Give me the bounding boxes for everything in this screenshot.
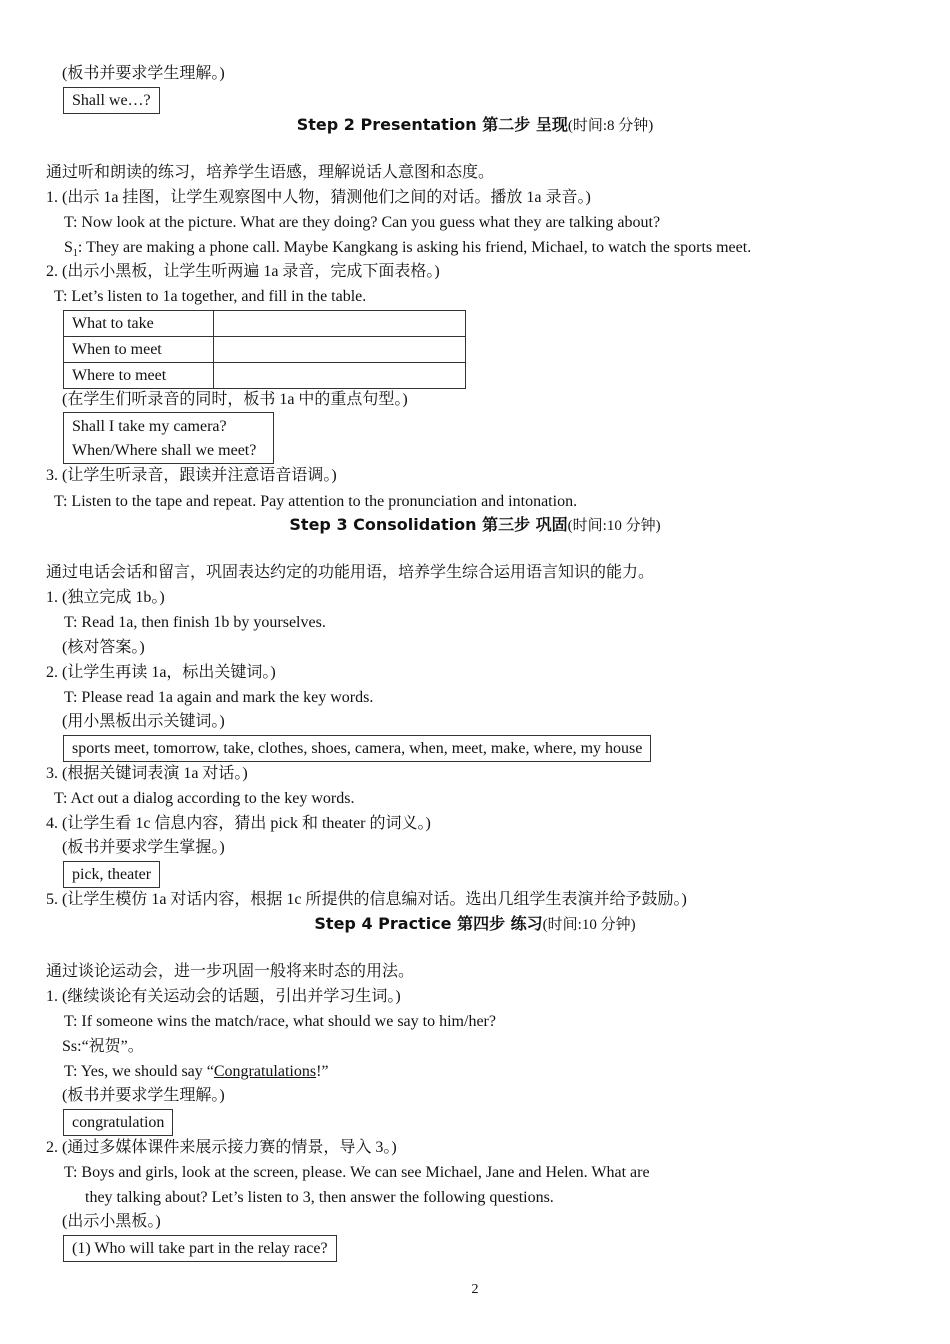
text-line: 5. (让学生模仿 1a 对话内容，根据 1c 所提供的信息编对话。选出几组学生表演并给予鼓励。)	[46, 891, 687, 908]
text-line: 1. (独立完成 1b。)	[46, 589, 165, 606]
text-line: 2. (让学生再读 1a，标出关键词。)	[46, 664, 276, 681]
text-line: T: Read 1a, then finish 1b by yourselves.	[64, 614, 326, 631]
step-heading	[0, 515, 950, 536]
text-line	[64, 238, 751, 264]
text-line: (板书并要求学生掌握。)	[62, 839, 225, 856]
board-box: (1) Who will take part in the relay race?	[63, 1235, 337, 1262]
text-line: T: Act out a dialog according to the key words.	[54, 790, 355, 807]
board-box	[63, 412, 274, 464]
text-line: T: Boys and girls, look at the screen, please. We can see Michael, Jane and Helen. What are	[64, 1164, 650, 1181]
table-cell: When to meet	[64, 337, 214, 363]
board-line: When/Where shall we meet?	[72, 442, 257, 459]
board-line: Shall I take my camera?	[72, 418, 227, 435]
text-line: 1. (出示 1a 挂图，让学生观察图中人物，猜测他们之间的对话。播放 1a 录音。)	[46, 189, 591, 206]
text-line: 4. (让学生看 1c 信息内容，猜出 pick 和 theater 的词义。)	[46, 815, 431, 832]
text-line: T: Please read 1a again and mark the key words.	[64, 689, 374, 706]
step-title: Step 2 Presentation 第二步 呈现	[296, 115, 568, 134]
text-line: 3. (让学生听录音，跟读并注意语音语调。)	[46, 467, 337, 484]
table-cell-blank	[214, 337, 466, 363]
step-time: (时间:10 分钟)	[567, 518, 661, 534]
board-box: Shall we…?	[63, 87, 160, 114]
table-cell: What to take	[64, 311, 214, 337]
speaker: S	[64, 239, 73, 256]
text-line: T: If someone wins the match/race, what should we say to him/her?	[64, 1013, 496, 1030]
step-time: (时间:8 分钟)	[567, 118, 654, 134]
text-line: T: Let’s listen to 1a together, and fill in the table.	[54, 288, 367, 305]
board-box: pick, theater	[63, 861, 160, 888]
text-line: (在学生们听录音的同时，板书 1a 中的重点句型。)	[62, 391, 408, 408]
speech: T: Yes, we should say “	[64, 1063, 214, 1080]
text-line: (用小黑板出示关键词。)	[62, 713, 225, 730]
text-line: 3. (根据关键词表演 1a 对话。)	[46, 765, 248, 782]
speaker-index: 1	[72, 248, 78, 260]
text-line: T: Listen to the tape and repeat. Pay attention to the pronunciation and intonation.	[54, 493, 578, 510]
text-line: (板书并要求学生理解。)	[62, 65, 225, 82]
table-cell-blank	[214, 363, 466, 389]
text-line: 1. (继续谈论有关运动会的话题，引出并学习生词。)	[46, 988, 401, 1005]
text-line: 通过电话会话和留言，巩固表达约定的功能用语，培养学生综合运用语言知识的能力。	[46, 564, 655, 581]
text-line: (核对答案。)	[62, 639, 145, 656]
table-row	[64, 363, 466, 389]
step-heading	[0, 914, 950, 935]
text-line: T: Now look at the picture. What are they doing? Can you guess what they are talking about?	[64, 214, 661, 231]
text-line: 通过听和朗读的练习，培养学生语感，理解说话人意图和态度。	[46, 164, 495, 181]
step-heading	[0, 115, 950, 136]
text-line: they talking about? Let’s listen to 3, then answer the following questions.	[85, 1189, 554, 1206]
step-title: Step 3 Consolidation 第三步 巩固	[289, 515, 568, 534]
text-line: 2. (出示小黑板，让学生听两遍 1a 录音，完成下面表格。)	[46, 263, 440, 280]
listening-table	[63, 310, 466, 389]
table-row	[64, 337, 466, 363]
board-box: congratulation	[63, 1109, 173, 1136]
step-time: (时间:10 分钟)	[542, 917, 636, 933]
text-line: 通过谈论运动会，进一步巩固一般将来时态的用法。	[46, 963, 415, 980]
text-line: 2. (通过多媒体课件来展示接力赛的情景，导入 3。)	[46, 1139, 397, 1156]
table-row	[64, 311, 466, 337]
text-line	[64, 1062, 329, 1082]
text-line: Ss:“祝贺”。	[62, 1038, 144, 1055]
table-cell-blank	[214, 311, 466, 337]
speech: : They are making a phone call. Maybe Kangkang is asking his friend, Michael, to watch the sports meet.	[77, 239, 752, 256]
step-title: Step 4 Practice 第四步 练习	[314, 914, 543, 933]
text-line: (出示小黑板。)	[62, 1213, 161, 1230]
board-box: sports meet, tomorrow, take, clothes, shoes, camera, when, meet, make, where, my house	[63, 735, 651, 762]
underlined-word: Congratulations	[213, 1063, 317, 1080]
table-cell: Where to meet	[64, 363, 214, 389]
text-line: (板书并要求学生理解。)	[62, 1087, 225, 1104]
speech: !”	[316, 1063, 329, 1080]
page-number: 2	[471, 1282, 479, 1297]
